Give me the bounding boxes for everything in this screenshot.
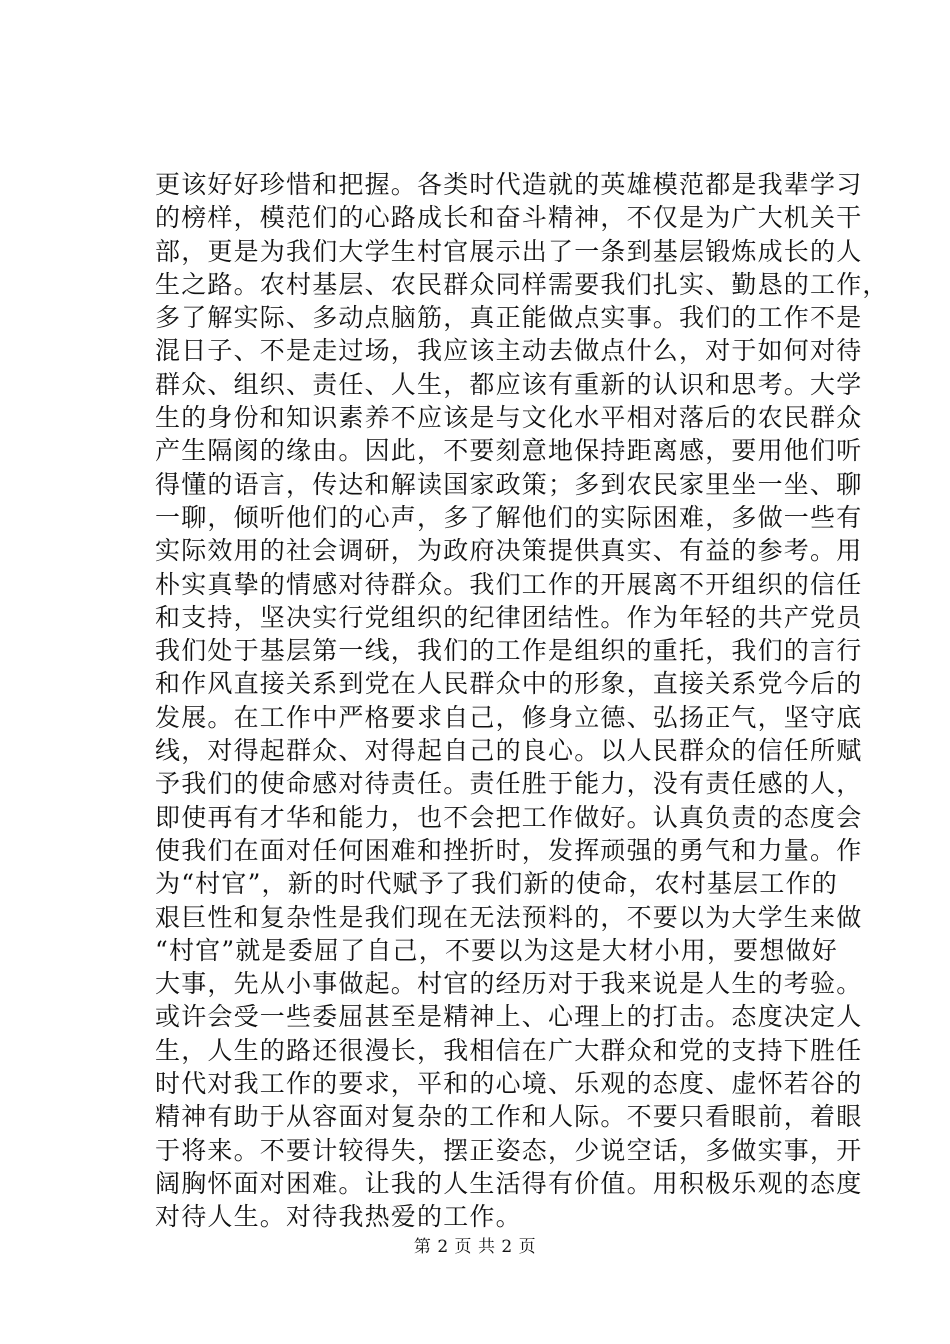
page-number: 第 2 页 共 2 页 bbox=[413, 1237, 537, 1257]
page-footer bbox=[0, 1232, 950, 1257]
text-line: 于将来。不要计较得失，摆正姿态，少说空话，多做实事，开 bbox=[155, 1135, 863, 1165]
text-line: 和作风直接关系到党在人民群众中的形象，直接关系党今后的 bbox=[155, 669, 863, 699]
text-line: 我们处于基层第一线，我们的工作是组织的重托，我们的言行 bbox=[155, 636, 863, 666]
text-line: 一聊，倾听他们的心声，多了解他们的实际困难，多做一些有 bbox=[155, 502, 863, 532]
text-line: 群众、组织、责任、人生，都应该有重新的认识和思考。大学 bbox=[155, 369, 863, 399]
text-line: 得懂的语言，传达和解读国家政策；多到农民家里坐一坐、聊 bbox=[155, 469, 863, 499]
text-line: “村官”就是委屈了自己，不要以为这是大材小用，要想做好 bbox=[155, 935, 838, 965]
text-line: 产生隔阂的缘由。因此，不要刻意地保持距离感，要用他们听 bbox=[155, 436, 863, 466]
text-line: 即使再有才华和能力，也不会把工作做好。认真负责的态度会 bbox=[155, 802, 863, 832]
text-line: 精神有助于从容面对复杂的工作和人际。不要只看眼前，着眼 bbox=[155, 1102, 863, 1132]
text-line: 和支持，坚决实行党组织的纪律团结性。作为年轻的共产党员 bbox=[155, 602, 863, 632]
text-line: 阔胸怀面对困难。让我的人生活得有价值。用积极乐观的态度 bbox=[155, 1168, 863, 1198]
text-line: 大事，先从小事做起。村官的经历对于我来说是人生的考验。 bbox=[155, 969, 863, 999]
text-line: 更该好好珍惜和把握。各类时代造就的英雄模范都是我辈学习 bbox=[155, 170, 863, 199]
text-line: 或许会受一些委屈甚至是精神上、心理上的打击。态度决定人 bbox=[155, 1002, 863, 1032]
text-line: 的榜样，模范们的心路成长和奋斗精神，不仅是为广大机关干 bbox=[155, 203, 863, 233]
text-line: 使我们在面对任何困难和挫折时，发挥顽强的勇气和力量。作 bbox=[155, 835, 863, 865]
text-line: 生，人生的路还很漫长，我相信在广大群众和党的支持下胜任 bbox=[155, 1035, 863, 1065]
text-line: 实际效用的社会调研，为政府决策提供真实、有益的参考。用 bbox=[155, 536, 863, 566]
text-line: 多了解实际、多动点脑筋，真正能做点实事。我们的工作不是 bbox=[155, 303, 863, 333]
text-line: 予我们的使命感对待责任。责任胜于能力，没有责任感的人， bbox=[155, 769, 863, 799]
text-line: 部，更是为我们大学生村官展示出了一条到基层锻炼成长的人 bbox=[155, 236, 863, 266]
text-line: 线，对得起群众、对得起自己的良心。以人民群众的信任所赋 bbox=[155, 736, 863, 766]
text-line: 对待人生。对待我热爱的工作。 bbox=[155, 1202, 522, 1232]
text-line: 发展。在工作中严格要求自己，修身立德、弘扬正气，坚守底 bbox=[155, 702, 863, 732]
text-line: 艰巨性和复杂性是我们现在无法预料的，不要以为大学生来做 bbox=[155, 902, 863, 932]
text-line: 生的身份和知识素养不应该是与文化水平相对落后的农民群众 bbox=[155, 403, 863, 433]
text-line: 时代对我工作的要求，平和的心境、乐观的态度、虚怀若谷的 bbox=[155, 1069, 863, 1099]
text-line: 生之路。农村基层、农民群众同样需要我们扎实、勤恳的工作， bbox=[155, 269, 889, 299]
text-line: 朴实真挚的情感对待群众。我们工作的开展离不开组织的信任 bbox=[155, 569, 863, 599]
text-line: 为“村官”，新的时代赋予了我们新的使命，农村基层工作的 bbox=[155, 869, 838, 899]
body-text bbox=[155, 168, 889, 1234]
text-line: 混日子、不是走过场，我应该主动去做点什么，对于如何对待 bbox=[155, 336, 863, 366]
